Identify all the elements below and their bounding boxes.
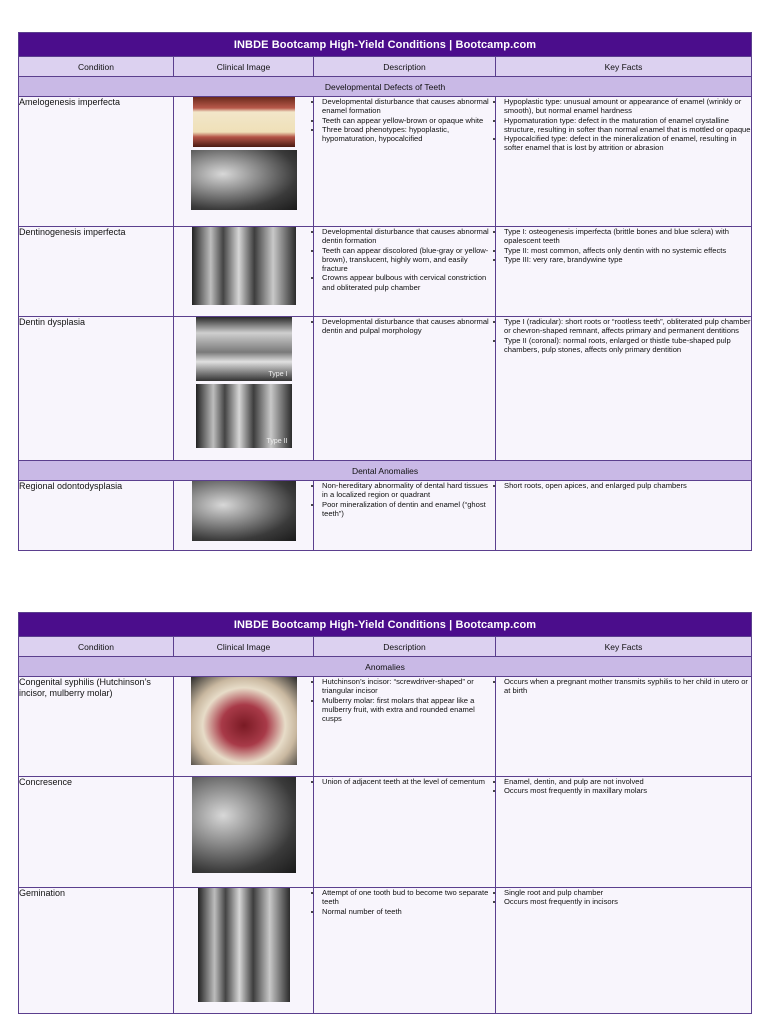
table-row xyxy=(19,97,752,227)
condition-name: Congenital syphilis (Hutchinson’s incisor, mulberry molar) xyxy=(19,677,174,777)
clinical-image-cell xyxy=(174,317,314,461)
key-facts-cell xyxy=(496,888,752,1014)
fact-item: • Short roots, open apices, and enlarged pulp chambers xyxy=(504,481,751,490)
radiograph-image-type-1 xyxy=(196,317,292,381)
table-row xyxy=(19,888,752,1014)
conditions-table-2 xyxy=(18,612,752,1014)
clinical-image-cell xyxy=(174,777,314,888)
conditions-table-1 xyxy=(18,32,752,551)
table-row xyxy=(19,227,752,317)
fact-item: • Single root and pulp chamber xyxy=(504,888,751,897)
description-item: • Union of adjacent teeth at the level of cementum xyxy=(322,777,495,786)
header-clinical-image: Clinical Image xyxy=(174,637,314,657)
fact-item: • Type II (coronal): normal roots, enlarged or thistle tube-shaped pulp chambers, pulp stones, affects only primary dentition xyxy=(504,336,751,355)
header-condition: Condition xyxy=(19,637,174,657)
section-header: Dental Anomalies xyxy=(19,461,752,481)
table-row xyxy=(19,777,752,888)
key-facts-cell xyxy=(496,481,752,551)
key-facts-cell xyxy=(496,227,752,317)
fact-item: • Hypomaturation type: defect in the maturation of enamel crystalline structure, resulting in softer than normal enamel that is mottled or opaque xyxy=(504,116,751,135)
fact-item: • Hypoplastic type: unusual amount or appearance of enamel (wrinkly or smooth), but normal enamel hardness xyxy=(504,97,751,116)
radiograph-image xyxy=(191,150,297,210)
description-cell xyxy=(314,888,496,1014)
header-description: Description xyxy=(314,637,496,657)
header-key-facts: Key Facts xyxy=(496,57,752,77)
fact-item: • Type I (radicular): short roots or “rootless teeth”, obliterated pulp chamber or chevron-shaped remnant, affects primary and permanent dentitions xyxy=(504,317,751,336)
description-item: • Crowns appear bulbous with cervical constriction and obliterated pulp chamber xyxy=(322,273,495,292)
fact-item: • Type III: very rare, brandywine type xyxy=(504,255,751,264)
description-item: • Teeth can appear yellow-brown or opaque white xyxy=(322,116,495,125)
fact-item: • Occurs most frequently in incisors xyxy=(504,897,751,906)
radiograph-image xyxy=(192,481,296,541)
header-key-facts: Key Facts xyxy=(496,637,752,657)
image-label: Type II xyxy=(266,438,288,445)
description-item: • Attempt of one tooth bud to become two separate teeth xyxy=(322,888,495,907)
radiograph-image xyxy=(198,888,290,1002)
description-cell xyxy=(314,777,496,888)
section-header: Developmental Defects of Teeth xyxy=(19,77,752,97)
clinical-photo xyxy=(191,677,297,765)
description-item: • Poor mineralization of dentin and enamel (“ghost teeth”) xyxy=(322,500,495,519)
radiograph-image-type-2 xyxy=(196,384,292,448)
condition-name: Gemination xyxy=(19,888,174,1014)
clinical-image-cell xyxy=(174,481,314,551)
key-facts-cell xyxy=(496,317,752,461)
description-cell xyxy=(314,317,496,461)
condition-name: Regional odontodysplasia xyxy=(19,481,174,551)
fact-item: • Type II: most common, affects only dentin with no systemic effects xyxy=(504,246,751,255)
condition-name: Concresence xyxy=(19,777,174,888)
condition-name: Dentin dysplasia xyxy=(19,317,174,461)
description-item: • Developmental disturbance that causes abnormal dentin formation xyxy=(322,227,495,246)
description-item: • Hutchinson’s incisor: “screwdriver-shaped” or triangular incisor xyxy=(322,677,495,696)
table-row xyxy=(19,677,752,777)
table-row xyxy=(19,317,752,461)
fact-item: • Type I: osteogenesis imperfecta (brittle bones and blue sclera) with opalescent teeth xyxy=(504,227,751,246)
key-facts-cell xyxy=(496,777,752,888)
header-condition: Condition xyxy=(19,57,174,77)
description-cell xyxy=(314,97,496,227)
description-item: • Developmental disturbance that causes abnormal enamel formation xyxy=(322,97,495,116)
clinical-photo xyxy=(193,97,295,147)
description-cell xyxy=(314,481,496,551)
description-cell xyxy=(314,677,496,777)
description-item: • Normal number of teeth xyxy=(322,907,495,916)
fact-item: • Occurs most frequently in maxillary molars xyxy=(504,786,751,795)
header-clinical-image: Clinical Image xyxy=(174,57,314,77)
condition-name: Amelogenesis imperfecta xyxy=(19,97,174,227)
radiograph-image xyxy=(192,227,296,305)
clinical-image-cell xyxy=(174,227,314,317)
description-item: • Teeth can appear discolored (blue-gray or yellow-brown), translucent, highly worn, and easily fracture xyxy=(322,246,495,274)
description-item: • Developmental disturbance that causes abnormal dentin and pulpal morphology xyxy=(322,317,495,336)
clinical-image-cell xyxy=(174,888,314,1014)
description-cell xyxy=(314,227,496,317)
fact-item: • Hypocalcified type: defect in the mineralization of enamel, resulting in softer enamel that is lost by attrition or abrasion xyxy=(504,134,751,153)
description-item: • Three broad phenotypes: hypoplastic, hypomaturation, hypocalcified xyxy=(322,125,495,144)
clinical-image-cell xyxy=(174,677,314,777)
fact-item: • Enamel, dentin, and pulp are not involved xyxy=(504,777,751,786)
header-description: Description xyxy=(314,57,496,77)
clinical-image-cell xyxy=(174,97,314,227)
key-facts-cell xyxy=(496,677,752,777)
key-facts-cell xyxy=(496,97,752,227)
table-title: INBDE Bootcamp High-Yield Conditions | Bootcamp.com xyxy=(19,33,752,57)
section-header: Anomalies xyxy=(19,657,752,677)
radiograph-image xyxy=(192,777,296,873)
table-row xyxy=(19,481,752,551)
fact-item: • Occurs when a pregnant mother transmits syphilis to her child in utero or at birth xyxy=(504,677,751,696)
table-title: INBDE Bootcamp High-Yield Conditions | Bootcamp.com xyxy=(19,613,752,637)
image-label: Type I xyxy=(268,371,288,378)
description-item: • Non-hereditary abnormality of dental hard tissues in a localized region or quadrant xyxy=(322,481,495,500)
description-item: • Mulberry molar: first molars that appear like a mulberry fruit, with extra and rounded enamel cusps xyxy=(322,696,495,724)
condition-name: Dentinogenesis imperfecta xyxy=(19,227,174,317)
